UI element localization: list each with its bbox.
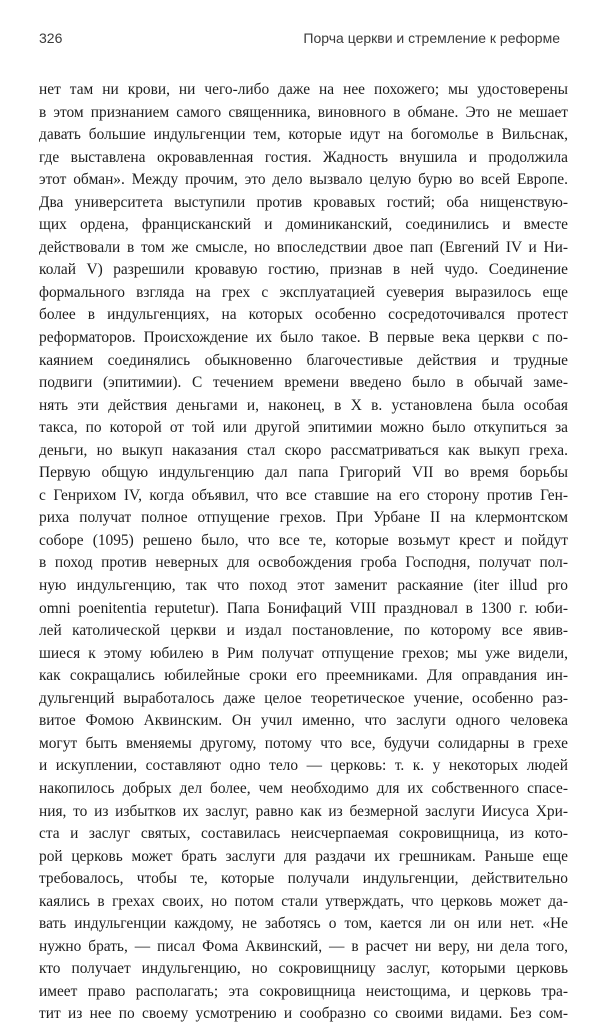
text-line: как сокращались юбилейные сроки его преемниками. Для оправдания ин- — [39, 667, 568, 685]
text-line: риха получат полное отпущение грехов. При Урбане II на клермонтском — [39, 509, 568, 527]
text-line: могут быть вменяемы другому, потому что все, будучи солидарны в грехе — [39, 734, 568, 752]
text-line: такса, по которой от той или другой эпитимии можно было откупиться за — [39, 419, 568, 437]
page-number: 326 — [39, 30, 63, 46]
text-line: ния, то из избытков их заслуг, равно как из безмерной заслуги Иисуса Хри- — [39, 802, 568, 820]
text-line: Два университета выступили против кровавых гостий; оба нищенствую- — [39, 193, 568, 211]
text-line: с Генрихом IV, когда объявил, что все ставшие на его сторону против Ген- — [39, 486, 568, 504]
text-line: действовали в том же смысле, но впоследствии двое пап (Евгений IV и Ни- — [39, 238, 568, 256]
text-line: дульгенций выработалось даже целое теоретическое учение, особенно раз- — [39, 689, 568, 707]
text-line: подвиги (эпитимии). С течением времени введено было в обычай заме- — [39, 374, 568, 392]
text-line: лей католической церкви и издал постановление, по которому все явив- — [39, 622, 568, 640]
text-line: шиеся к этому юбилею в Рим получат отпущение грехов; мы уже видели, — [39, 644, 568, 662]
text-line: более в индульгенциях, на которых особенно сосредоточивался протест — [39, 306, 568, 324]
text-line: требовалось, чтобы те, которые получали индульгенции, действительно — [39, 870, 568, 888]
text-line: тит из нее по своему усмотрению и сообразно со своими видами. Без сом- — [39, 1005, 568, 1023]
running-title: Порча церкви и стремление к реформе — [303, 30, 560, 46]
text-line: имеет право располагать; эта сокровищница неистощима, и церковь тра- — [39, 982, 568, 1000]
text-line: нять эти действия деньгами и, наконец, в X в. установлена была особая — [39, 396, 568, 414]
running-header — [39, 30, 560, 46]
text-line: нет там ни крови, ни чего-либо даже на нее похожего; мы удостоверены — [39, 81, 568, 98]
text-line: этот обман». Между прочим, это дело вызвало целую бурю во всей Европе. — [39, 171, 568, 189]
text-line: колай V) разрешили кровавую гостию, признав в ней чудо. Соединение — [39, 261, 568, 279]
body-text — [39, 79, 568, 1026]
text-line: кто получает индульгенцию, но сокровищницу заслуг, которыми церковь — [39, 960, 568, 978]
text-line: деньги, но выкуп наказания стал скоро рассматриваться как выкуп греха. — [39, 441, 568, 459]
text-line: накопилось добрых дел более, чем необходимо для их собственного спасе- — [39, 779, 568, 797]
text-line: Первую общую индульгенцию дал папа Григорий VII во время борьбы — [39, 464, 568, 482]
text-line: в этом признанием самого священника, виновного в обмане. Это не мешает — [39, 103, 568, 121]
text-line: в поход против неверных для освобождения гроба Господня, получат пол- — [39, 554, 568, 572]
text-line: omni poenitentia reputetur). Папа Бонифаций VIII праздновал в 1300 г. юби- — [39, 599, 568, 617]
text-line: где выставлена окровавленная гостия. Жадность внушила и продолжила — [39, 148, 568, 166]
text-line: ную индульгенцию, так что поход этот заменит раскаяние (iter illud pro — [39, 577, 568, 595]
text-line: рой церковь может брать заслуги для раздачи их грешникам. Раньше еще — [39, 847, 568, 865]
text-line: каянием соединялись обыкновенно благочестивые действия и трудные — [39, 351, 568, 369]
text-line: соборе (1095) решено было, что все те, которые возьмут крест и пойдут — [39, 531, 568, 549]
text-line: реформаторов. Происхождение их было такое. В первые века церкви с по- — [39, 329, 568, 347]
text-line: и искуплении, составляют одно тело — церковь: т. к. у некоторых людей — [39, 757, 568, 775]
text-line: вать индульгенции каждому, не заботясь о том, кается ли он или нет. «Не — [39, 915, 568, 933]
text-line: формального взгляда на грех с эксплуатацией суеверия выразилось еще — [39, 283, 568, 301]
text-line: давать большие индульгенции тем, которые идут на богомолье в Вильснак, — [39, 126, 568, 144]
text-line: щих ордена, францисканский и доминиканский, соединились и вместе — [39, 216, 568, 234]
text-line: витое Фомою Аквинским. Он учил именно, что заслуги одного человека — [39, 712, 568, 730]
text-line: каялись в грехах своих, но потом стали утверждать, что церковь может да- — [39, 892, 568, 910]
text-line: нужно брать, — писал Фома Аквинский, — в расчет ни веру, ни дела того, — [39, 937, 568, 955]
text-line: ста и заслуг святых, составилась неисчерпаемая сокровищница, из кото- — [39, 825, 568, 843]
